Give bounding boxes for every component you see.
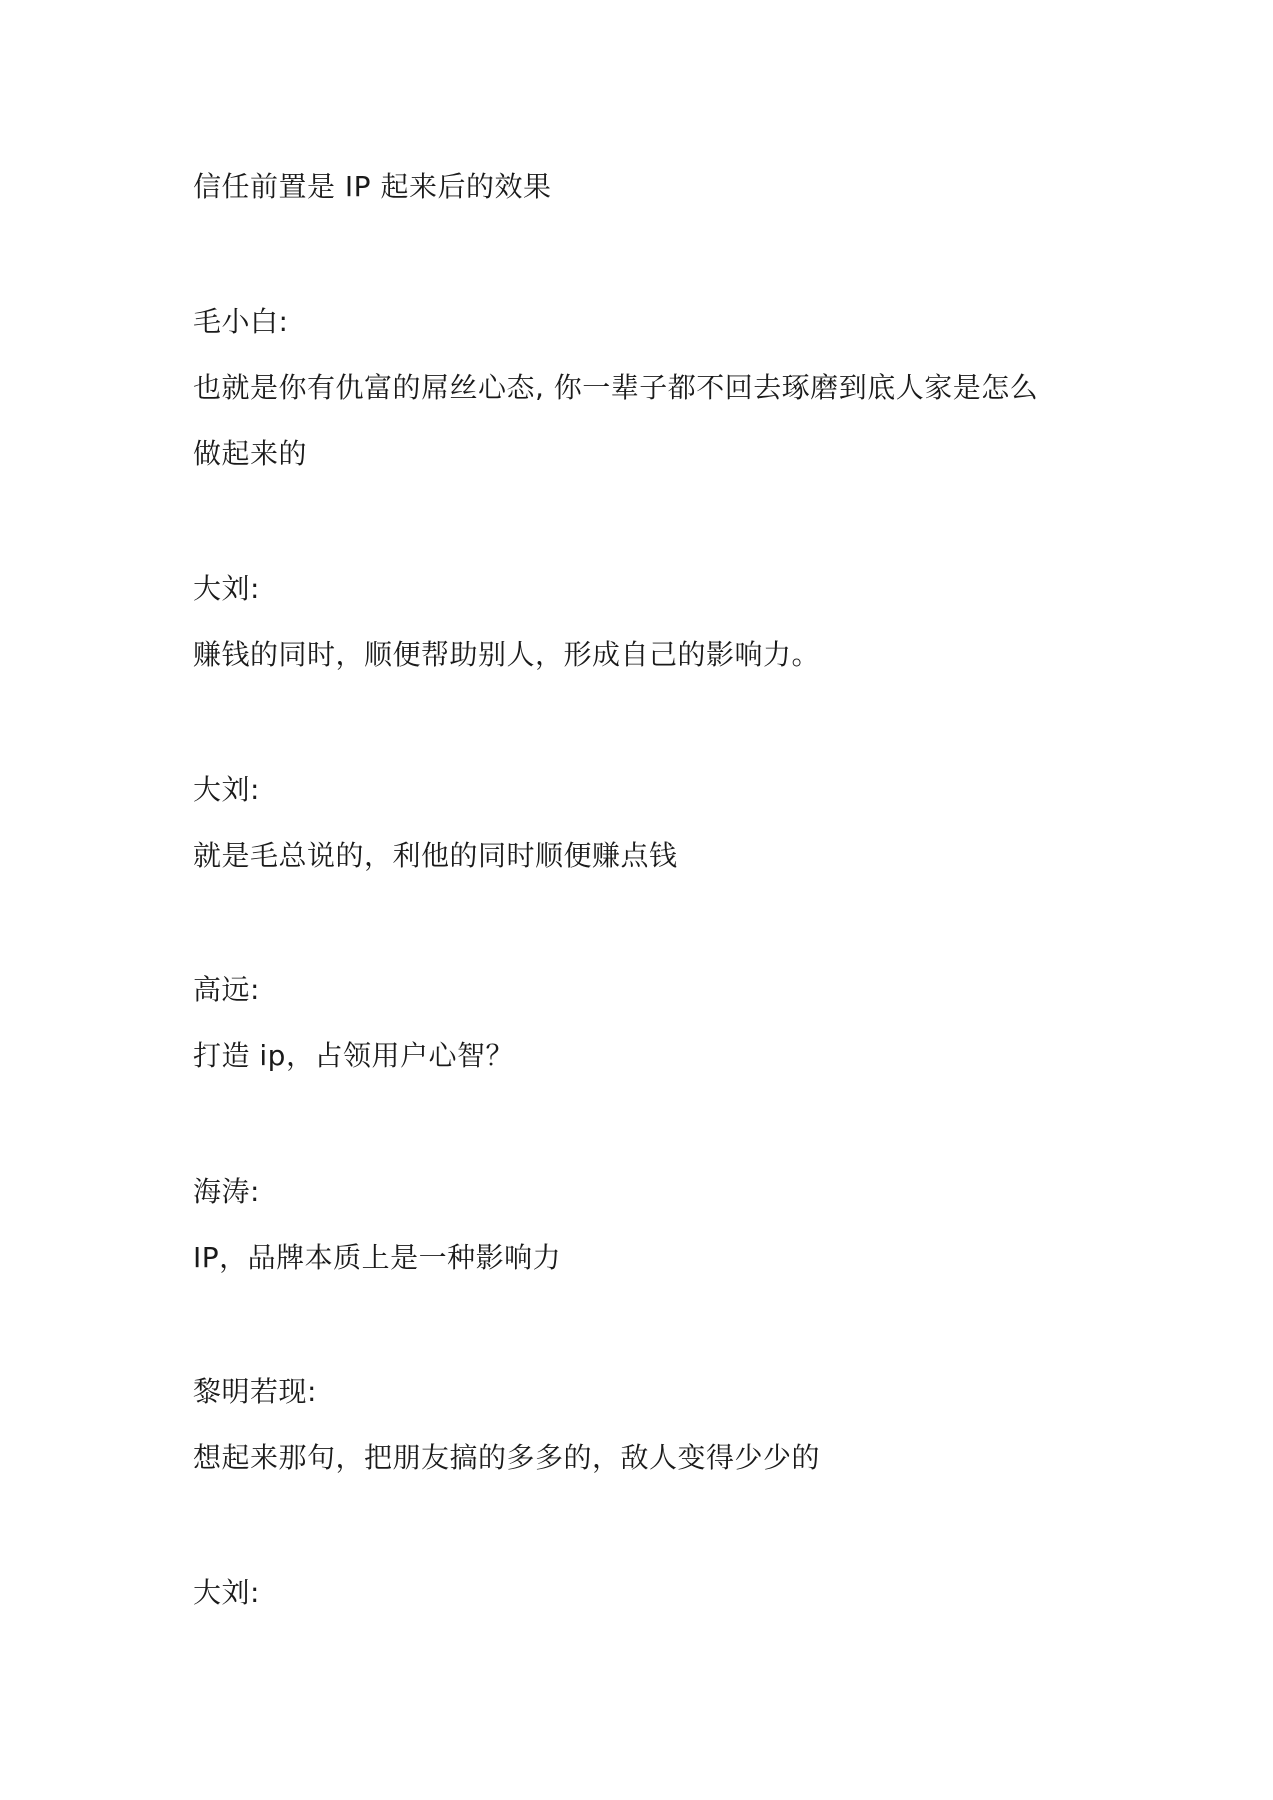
message-text: 就是毛总说的，利他的同时顺便赚点钱 [193, 839, 678, 872]
speaker-name: 毛小白: [193, 305, 289, 338]
message-text: 也就是你有仇富的屌丝心态, 你一辈子都不回去琢磨到底人家是怎么 [193, 371, 1039, 404]
speaker-name: 大刘: [193, 572, 260, 605]
message-text: 赚钱的同时，顺便帮助别人，形成自己的影响力。 [193, 638, 821, 671]
message-text: IP，品牌本质上是一种影响力 [193, 1241, 562, 1274]
speaker-name: 大刘: [193, 1576, 260, 1609]
message-text: 打造 ip，占领用户心智？ [193, 1039, 514, 1072]
intro-text: 信任前置是 IP 起来后的效果 [193, 170, 552, 203]
speaker-name: 高远: [193, 973, 260, 1006]
speaker-name: 大刘: [193, 773, 260, 806]
message-text: 做起来的 [193, 437, 308, 470]
speaker-name: 黎明若现: [193, 1375, 317, 1408]
speaker-name: 海涛: [193, 1175, 260, 1208]
message-text: 想起来那句，把朋友搞的多多的，敌人变得少少的 [193, 1441, 821, 1474]
